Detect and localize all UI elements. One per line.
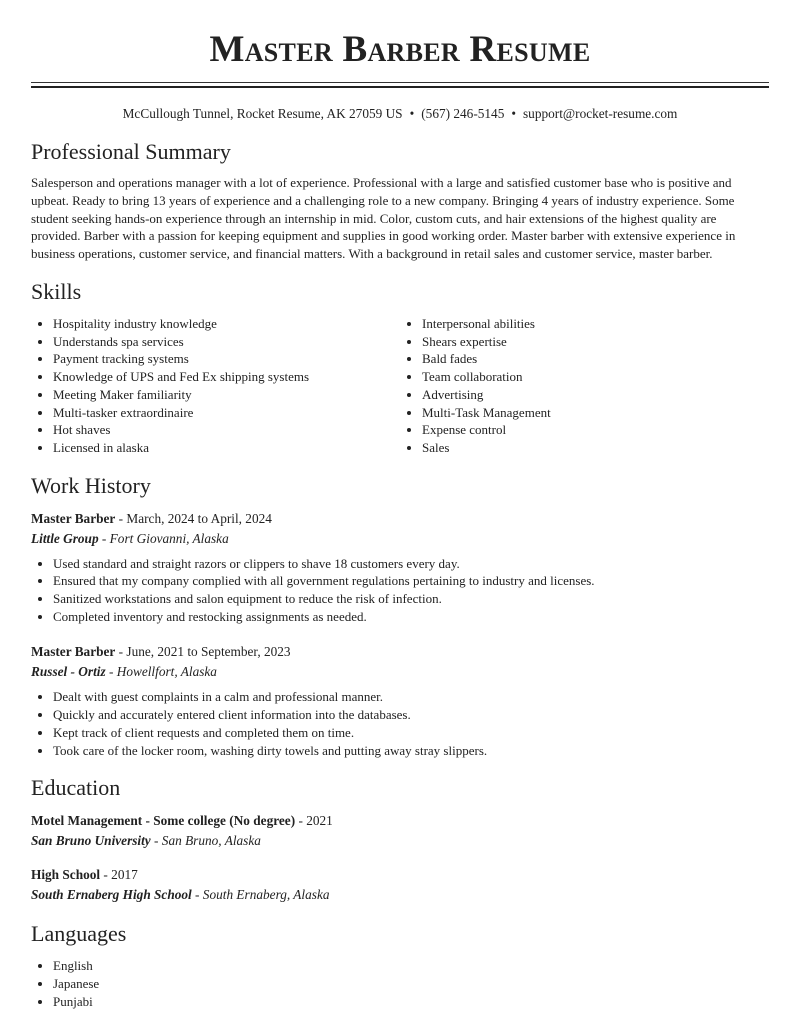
skills-heading: Skills	[31, 278, 82, 304]
skill-item: • Expense control	[422, 421, 769, 439]
summary-heading: Professional Summary	[31, 139, 231, 164]
skill-item: • Licensed in alaska	[53, 439, 400, 457]
job-bullet: • Ensured that my company complied with all government regulations pertaining to industry and licenses.	[53, 572, 769, 590]
job-bullet: • Took care of the locker room, washing dirty towels and putting away stray slippers.	[53, 742, 769, 760]
skills-columns	[31, 305, 769, 457]
job-title: Master Barber	[31, 510, 116, 526]
job-location: - Howellfort, Alaska	[105, 664, 217, 680]
title-divider-thin	[31, 82, 769, 83]
job-company: Russel - Ortiz	[31, 664, 106, 680]
skill-item: • Hospitality industry knowledge	[53, 315, 400, 333]
education-entry	[31, 865, 769, 905]
education-entry	[31, 811, 769, 851]
education-heading: Education	[31, 775, 121, 801]
job-entry	[31, 509, 769, 626]
job-entry	[31, 642, 769, 759]
skill-item: • Knowledge of UPS and Fed Ex shipping systems	[53, 368, 400, 386]
education-location: - San Bruno, Alaska	[150, 833, 261, 849]
separator: •	[511, 106, 516, 121]
job-bullets	[31, 688, 769, 759]
skill-item: • Payment tracking systems	[53, 350, 400, 368]
skill-item: • Understands spa services	[53, 333, 400, 351]
job-dates: - June, 2021 to September, 2023	[115, 644, 291, 660]
title-divider-thick	[31, 86, 769, 88]
languages-heading: Languages	[31, 921, 127, 947]
education-school: South Ernaberg High School	[31, 887, 192, 903]
job-bullet: • Dealt with guest complaints in a calm and professional manner.	[53, 688, 769, 706]
skills-list-right	[400, 315, 769, 457]
contact-phone: (567) 246-5145	[421, 106, 505, 121]
education-year: - 2017	[100, 867, 138, 883]
education-degree: High School	[31, 867, 101, 883]
skill-item: • Sales	[422, 439, 769, 457]
skill-item: • Hot shaves	[53, 421, 400, 439]
job-title: Master Barber	[31, 644, 116, 660]
education-year: - 2021	[295, 813, 333, 829]
language-item: • English	[53, 957, 769, 975]
work-history-heading: Work History	[31, 472, 151, 498]
separator: •	[409, 106, 415, 121]
job-bullet: • Sanitized workstations and salon equipment to reduce the risk of infection.	[53, 590, 769, 608]
education-location: - South Ernaberg, Alaska	[191, 887, 330, 903]
job-bullet: • Completed inventory and restocking assignments as needed.	[53, 608, 769, 626]
skill-item: • Meeting Maker familiarity	[53, 386, 400, 404]
job-dates: - March, 2024 to April, 2024	[115, 510, 272, 526]
education-degree: Motel Management - Some college (No degree)	[31, 813, 296, 829]
job-bullet: • Quickly and accurately entered client information into the databases.	[53, 706, 769, 724]
job-bullets	[31, 555, 769, 626]
contact-info	[31, 105, 769, 123]
skills-list-left	[31, 315, 400, 457]
skill-item: • Multi-Task Management	[422, 404, 769, 422]
language-item: • Japanese	[53, 975, 769, 993]
job-bullet: • Used standard and straight razors or clippers to shave 18 customers every day.	[53, 555, 769, 573]
skill-item: • Shears expertise	[422, 333, 769, 351]
skill-item: • Team collaboration	[422, 368, 769, 386]
skill-item: • Bald fades	[422, 350, 769, 368]
contact-email: support@rocket-resume.com	[523, 106, 678, 121]
summary-text: Salesperson and operations manager with a lot of experience. Professional with a large and satisfied customer base who is positive and upbeat. Ready to bring 13 years of experience and a challenging role to a new company. Bringing 4 years of industry experience. Some student seeking hands-on experience through an internship in mid. Color, custom cuts, and hair extensions of the highest quality are provided. Barber with a passion for keeping equipment and supplies in good working order. Master barber with extensive experience in business operations, customer service, and financial matters. With a background in retail sales and customer service, master barber.	[31, 175, 736, 262]
skill-item: • Multi-tasker extraordinaire	[53, 404, 400, 422]
education-school: San Bruno University	[31, 833, 151, 849]
skill-item: • Interpersonal abilities	[422, 315, 769, 333]
contact-address: McCullough Tunnel, Rocket Resume, AK 27059 US	[122, 106, 403, 121]
job-bullet: • Kept track of client requests and completed them on time.	[53, 724, 769, 742]
language-item: • Punjabi	[53, 993, 769, 1011]
job-location: - Fort Giovanni, Alaska	[98, 530, 229, 546]
resume-title: Master Barber Resume	[209, 29, 591, 70]
skill-item: • Advertising	[422, 386, 769, 404]
languages-list	[31, 957, 769, 1010]
job-company: Little Group	[31, 530, 99, 546]
